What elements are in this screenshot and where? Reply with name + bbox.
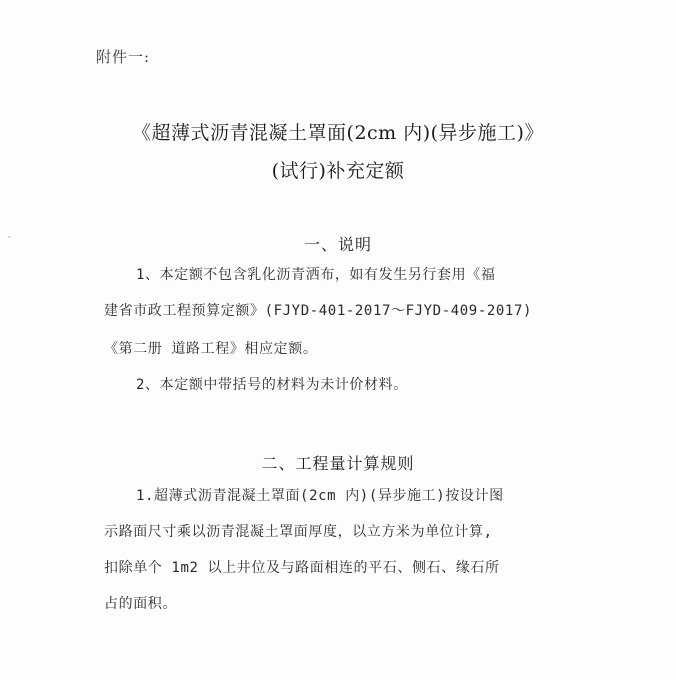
rules-item-1-line-1: 1.超薄式沥青混凝土罩面(2cm 内)(异步施工)按设计图: [136, 488, 504, 504]
explanation-item-1-line-1: 1、本定额不包含乳化沥青洒布，如有发生另行套用《福: [136, 267, 496, 283]
explanation-item-1-line-2: 建省市政工程预算定额》(FJYD-401-2017～FJYD-409-2017): [104, 303, 533, 319]
document-title-line-1: 《超薄式沥青混凝土罩面(2cm 内)(异步施工)》: [132, 122, 544, 144]
rules-item-1-line-2: 示路面尺寸乘以沥青混凝土罩面厚度，以立方米为单位计算,: [104, 524, 493, 540]
explanation-item-2: 2、本定额中带括号的材料为未计价材料。: [136, 377, 408, 393]
explanation-item-1-line-3: 《第二册 道路工程》相应定额。: [104, 341, 318, 357]
rules-item-1-line-4: 占的面积。: [104, 596, 177, 612]
attachment-label: 附件一:: [96, 48, 151, 66]
document-title-line-2: (试行)补充定额: [271, 160, 405, 182]
section-heading-calculation-rules: 二、工程量计算规则: [261, 454, 415, 473]
section-heading-explanation: 一、说明: [303, 235, 372, 254]
rules-item-1-line-3: 扣除单个 1m2 以上井位及与路面相连的平石、侧石、缘石所: [104, 560, 500, 576]
